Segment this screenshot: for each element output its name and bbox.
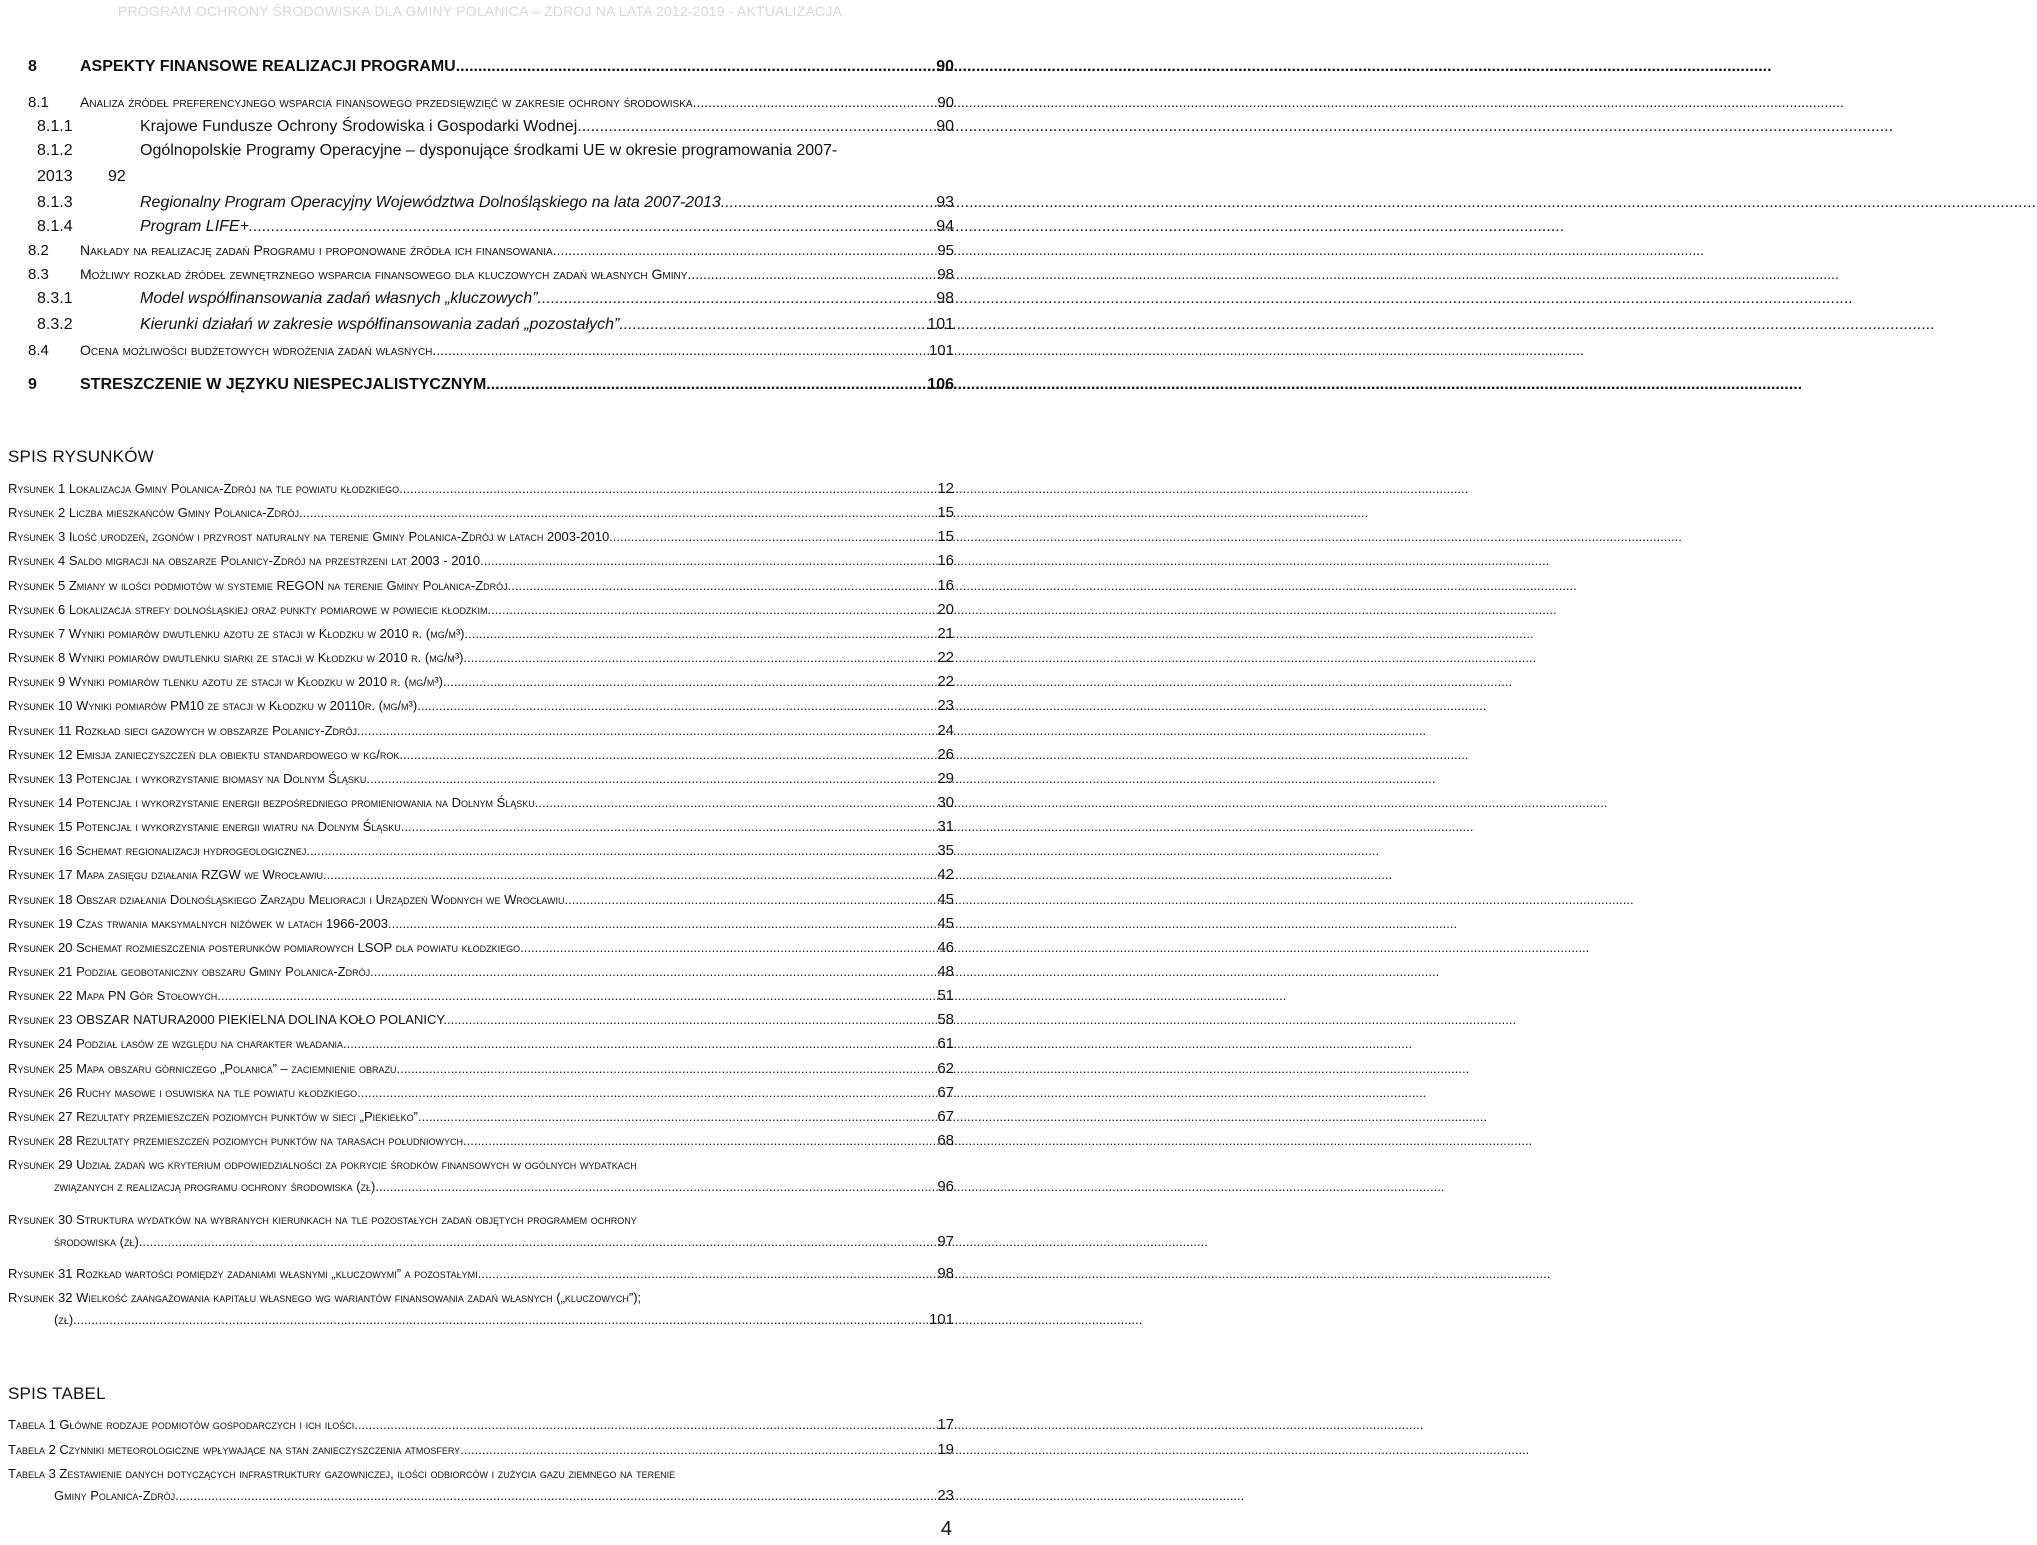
list-item-page: 61 — [937, 1035, 954, 1053]
list-item-title: Rysunek 28 Rezultaty przemieszczeń poziomych punktów na tarasach południowych — [8, 1133, 463, 1149]
dot-leader — [463, 1130, 936, 1152]
list-item[interactable] — [8, 550, 954, 572]
dot-leader — [404, 816, 936, 838]
list-item-title: Rysunek 3 Ilość urodzeń, zgonów i przyrost naturalny na terenie Gminy Polanica-Zdrój w latach 2003-2010. — [8, 529, 613, 545]
list-item[interactable] — [8, 1414, 954, 1436]
dot-leader — [432, 342, 928, 358]
dot-leader — [418, 1106, 936, 1128]
toc-number: 8.1.1 — [37, 118, 73, 135]
list-item-page: 62 — [937, 1059, 954, 1077]
list-item[interactable] — [8, 816, 954, 838]
list-item[interactable] — [8, 647, 954, 669]
tables-heading: SPIS TABEL — [8, 1384, 106, 1403]
list-item[interactable] — [8, 1009, 954, 1031]
toc-title: Kierunki działań w zakresie współfinansowania zadań „pozostałych” — [140, 316, 620, 333]
toc-page: 106 — [927, 376, 954, 393]
toc-title: ASPEKTY FINANSOWE REALIZACJI PROGRAMU — [80, 58, 456, 75]
toc-number: 8.4 — [28, 342, 49, 359]
toc-number: 8.1.4 — [37, 218, 73, 235]
list-item-title: Rysunek 17 Mapa zasięgu działania RZGW we Wrocławiu — [8, 867, 323, 883]
list-item-page: 23 — [937, 697, 954, 715]
list-item-title: Rysunek 27 Rezultaty przemieszczeń poziomych punktów w sieci „Piekiełko” — [8, 1108, 418, 1124]
dot-leader — [447, 1009, 936, 1031]
list-item[interactable] — [8, 1209, 954, 1253]
dot-leader — [460, 1439, 936, 1461]
toc-entry[interactable] — [28, 194, 954, 216]
list-item-title: Rysunek 19 Czas trwania maksymalnych niżówek w latach 1966-2003 — [8, 915, 388, 931]
list-item-page: 23 — [937, 1487, 954, 1504]
toc-number: 8.1 — [28, 94, 49, 111]
dot-leader — [553, 242, 937, 258]
dot-leader — [249, 218, 935, 236]
toc-title-continued: 2013 — [37, 168, 73, 185]
list-item[interactable] — [8, 1106, 954, 1128]
list-item-title: Tabela 3 Zestawienie danych dotyczących infrastruktury gazowniczej, ilości odbiorców i zużycia gazu ziemnego na terenie — [8, 1466, 676, 1481]
list-item-page: 67 — [937, 1083, 954, 1101]
toc-title: Możliwy rozkład źródeł zewnętrznego wsparcia finansowego dla kluczowych zadań własnych Gminy — [80, 266, 688, 282]
list-item-page: 16 — [937, 576, 954, 594]
list-item-page: 12 — [937, 480, 954, 497]
list-item-page: 22 — [937, 649, 954, 667]
dot-leader — [464, 623, 936, 645]
list-item-title: Rysunek 11 Rozkład sieci gazowych w obszarze Polanicy-Zdrój — [8, 722, 358, 738]
dot-leader — [366, 768, 936, 790]
toc-number: 8.3.2 — [37, 316, 73, 333]
list-item-title: Rysunek 6 Lokalizacja strefy dolnośląskiej oraz punkty pomiarowe w powiecie kłodzkim — [8, 601, 488, 617]
toc-entry[interactable] — [28, 118, 954, 140]
dot-leader — [538, 792, 936, 814]
toc-page: 98 — [936, 290, 954, 307]
dot-leader — [400, 1058, 936, 1080]
list-item-title-continued: związanych z realizacją programu ochrony środowiska (zł) — [54, 1179, 376, 1195]
dot-leader — [520, 937, 936, 959]
toc-page: 93 — [936, 194, 954, 211]
list-item-page: 19 — [937, 1440, 954, 1458]
list-item[interactable] — [8, 1082, 954, 1104]
toc-title: Nakłady na realizację zadań Programu i proponowane źródła ich finansowania — [80, 242, 553, 258]
list-item-page: 20 — [937, 600, 954, 618]
list-item[interactable] — [8, 840, 954, 862]
dot-leader — [577, 118, 935, 136]
list-item-title: Rysunek 20 Schemat rozmieszczenia posterunków pomiarowych LSOP dla powiatu kłodzkiego — [8, 939, 521, 955]
list-item[interactable] — [8, 1287, 954, 1331]
list-item-page: 97 — [937, 1232, 954, 1250]
list-item-page: 15 — [937, 504, 954, 522]
toc-number: 8.3 — [28, 266, 49, 283]
dot-leader — [693, 94, 937, 110]
toc-page: 101 — [927, 316, 954, 333]
dot-leader — [613, 526, 937, 548]
dot-leader — [343, 1033, 936, 1055]
list-item-title: Rysunek 2 Liczba mieszkańców Gminy Polanica-Zdrój — [8, 505, 299, 521]
list-item[interactable] — [8, 599, 954, 621]
toc-title: STRESZCZENIE W JĘZYKU NIESPECJALISTYCZNYM — [80, 376, 487, 393]
toc-page: 101 — [928, 342, 954, 359]
list-item-page: 21 — [937, 624, 954, 642]
dot-leader — [508, 575, 937, 597]
toc-title: Krajowe Fundusze Ochrony Środowiska i Gospodarki Wodnej — [140, 118, 578, 135]
list-item-title: Rysunek 8 Wyniki pomiarów dwutlenku siarki ze stacji w Kłodzku w 2010 r. (μg/m³). — [8, 650, 468, 666]
toc-page: 94 — [936, 218, 954, 235]
toc-number: 8.1.3 — [37, 194, 73, 211]
dot-leader — [357, 720, 936, 742]
toc-entry[interactable] — [28, 342, 954, 364]
list-item-page: 16 — [937, 552, 954, 570]
figures-list — [8, 478, 954, 1358]
toc-page: 95 — [937, 242, 954, 259]
list-item-title: Rysunek 7 Wyniki pomiarów dwutlenku azotu ze stacji w Kłodzku w 2010 r. (μg/m³) — [8, 625, 465, 641]
list-item[interactable] — [8, 478, 954, 500]
toc-title: Program LIFE+ — [140, 218, 249, 235]
dot-leader — [456, 58, 935, 76]
toc-title: Ogólnopolskie Programy Operacyjne – dysponujące środkami UE w okresie programowania 2007- — [140, 142, 838, 159]
toc-number: 8.1.2 — [37, 142, 73, 159]
dot-leader — [354, 1414, 936, 1436]
list-item-title: Rysunek 12 Emisja zanieczyszczeń dla obiektu standardowego w kg/rok — [8, 746, 400, 762]
list-item-title: Rysunek 32 Wielkość zaangażowania kapitału własnego wg wariantów finansowania zadań własnych („kluczowych”); — [8, 1289, 642, 1305]
list-item-page: 101 — [928, 1310, 954, 1328]
dot-leader — [721, 194, 935, 212]
dot-leader — [375, 1176, 936, 1198]
list-item[interactable] — [8, 526, 954, 548]
list-item-title: Rysunek 1 Lokalizacja Gminy Polanica-Zdrój na tle powiatu kłodzkiego — [8, 481, 400, 496]
dot-leader — [687, 266, 936, 282]
toc-number: 9 — [28, 376, 37, 393]
list-item-title: Rysunek 18 Obszar działania Dolnośląskiego Zarządu Melioracji i Urządzeń Wodnych we Wrocławiu — [8, 891, 565, 907]
figures-heading: SPIS RYSUNKÓW — [8, 447, 154, 466]
dot-leader — [388, 913, 936, 935]
toc-title: Analiza źródeł preferencyjnego wsparcia finansowego przedsięwzięć w zakresie ochrony środowiska — [80, 94, 693, 110]
list-item-title: Rysunek 14 Potencjał i wykorzystanie energii bezpośredniego promieniowania na Dolnym Śląsku. — [8, 794, 539, 810]
list-item-page: 31 — [937, 818, 954, 836]
list-item[interactable] — [8, 913, 954, 935]
dot-leader — [175, 1485, 936, 1507]
toc-entry[interactable] — [28, 290, 954, 312]
list-item[interactable] — [8, 1463, 954, 1507]
list-item[interactable] — [8, 889, 954, 911]
list-item-page: 45 — [937, 890, 954, 908]
list-item-title: Rysunek 23 OBSZAR NATURA2000 PIEKIELNA DOLINA KOŁO POLANICY. — [8, 1012, 447, 1028]
list-item-title-continued: (zł) — [54, 1311, 74, 1327]
toc-number: 8.2 — [28, 242, 49, 259]
list-item[interactable] — [8, 502, 954, 524]
list-item-page: 51 — [937, 987, 954, 1005]
list-item-page: 17 — [937, 1416, 954, 1433]
list-item[interactable] — [8, 768, 954, 790]
list-item-title: Rysunek 21 Podział geobotaniczny obszaru Gminy Polanica-Zdrój — [8, 964, 371, 979]
list-item-title: Rysunek 16 Schemat regionalizacji hydrogeologicznej. — [8, 843, 310, 859]
list-item-title: Rysunek 10 Wyniki pomiarów PM10 ze stacji w Kłodzku w 20110r. (μg/m³) — [8, 698, 418, 714]
toc-number: 8 — [28, 58, 37, 75]
list-item-page: 15 — [937, 528, 954, 546]
list-item-page: 98 — [937, 1264, 954, 1282]
list-item[interactable] — [8, 744, 954, 766]
list-item-title: Rysunek 4 Saldo migracji na obszarze Polanicy-Zdrój na przestrzeni lat 2003 - 2010 — [8, 553, 481, 569]
toc-entry[interactable] — [28, 316, 954, 338]
list-item-title: Rysunek 29 Udział zadań wg kryterium odpowiedzialności za pokrycie środków finansowych w ogólnych wydatkach — [8, 1157, 637, 1173]
list-item-title: Rysunek 13 Potencjał i wykorzystanie biomasy na Dolnym Śląsku — [8, 770, 367, 786]
dot-leader — [488, 599, 937, 621]
dot-leader — [370, 961, 936, 983]
list-item-title-continued: środowiska (zł) — [54, 1233, 139, 1249]
list-item-title: Rysunek 22 Mapa PN Gór Stołowych — [8, 988, 218, 1004]
dot-leader — [399, 744, 936, 766]
dot-leader — [480, 550, 936, 572]
dot-leader — [357, 1082, 936, 1104]
dot-leader — [323, 864, 936, 886]
list-item-title: Rysunek 31 Rozkład wartości pomiędzy zadaniami własnymi „kluczowymi” a pozostałymi. — [8, 1265, 482, 1281]
toc-entry[interactable] — [28, 242, 954, 264]
dot-leader — [299, 502, 936, 524]
tables-list — [8, 1414, 954, 1524]
toc-page: 90 — [936, 118, 954, 135]
list-item-page: 68 — [937, 1132, 954, 1150]
list-item-page: 35 — [937, 842, 954, 860]
toc-entry[interactable] — [28, 94, 954, 116]
dot-leader — [481, 1263, 936, 1285]
list-item[interactable] — [8, 792, 954, 814]
list-item-page: 67 — [937, 1107, 954, 1125]
list-item[interactable] — [8, 961, 954, 983]
list-item-page: 45 — [937, 914, 954, 932]
list-item[interactable] — [8, 1033, 954, 1055]
dot-leader — [139, 1231, 937, 1253]
page-number: 4 — [940, 1518, 952, 1540]
list-item[interactable] — [8, 1439, 954, 1461]
list-item[interactable] — [8, 1130, 954, 1152]
dot-leader — [467, 647, 936, 669]
list-item-page: 30 — [937, 793, 954, 811]
dot-leader — [486, 376, 926, 394]
list-item-page: 42 — [937, 866, 954, 884]
list-item[interactable] — [8, 937, 954, 959]
dot-leader — [310, 840, 936, 862]
list-item[interactable] — [8, 985, 954, 1007]
list-item-title: Rysunek 30 Struktura wydatków na wybranych kierunkach na tle pozostałych zadań objętych programem ochrony — [8, 1211, 637, 1227]
list-item-title: Rysunek 25 Mapa obszaru górniczego „Polanica” – zaciemnienie obrazu. — [8, 1060, 401, 1076]
table-of-contents — [28, 58, 954, 398]
list-item-page: 26 — [937, 745, 954, 763]
toc-entry[interactable] — [28, 58, 954, 80]
toc-entry[interactable] — [28, 266, 954, 288]
list-item[interactable] — [8, 864, 954, 886]
list-item[interactable] — [8, 671, 954, 693]
dot-leader — [443, 671, 936, 693]
toc-page: 92 — [108, 168, 126, 185]
dot-leader — [73, 1309, 928, 1331]
running-header: PROGRAM OCHRONY ŚRODOWISKA DLA GMINY POLANICA – ZDRÓJ NA LATA 2012-2019 - AKTUALIZACJA — [0, 0, 960, 26]
toc-page: 98 — [937, 266, 954, 283]
list-item[interactable] — [8, 1263, 954, 1285]
list-item[interactable] — [8, 575, 954, 597]
list-item-page: 29 — [937, 769, 954, 787]
list-item[interactable] — [8, 623, 954, 645]
list-item-page: 24 — [937, 721, 954, 739]
list-item[interactable] — [8, 1154, 954, 1198]
dot-leader — [565, 889, 937, 911]
toc-title: Regionalny Program Operacyjny Województwa Dolnośląskiego na lata 2007-2013 — [140, 194, 721, 211]
list-item-page: 46 — [937, 938, 954, 956]
list-item-title: Rysunek 5 Zmiany w ilości podmiotów w systemie REGON na terenie Gminy Polanica-Zdrój — [8, 577, 508, 593]
toc-page: 90 — [936, 58, 954, 75]
toc-page: 90 — [937, 94, 954, 111]
dot-leader — [217, 985, 936, 1007]
dot-leader — [399, 478, 936, 500]
list-item-title: Rysunek 26 Ruchy masowe i osuwiska na tle powiatu kłodzkiego — [8, 1084, 358, 1100]
list-item-page: 48 — [937, 963, 954, 980]
list-item[interactable] — [8, 1058, 954, 1080]
list-item-title: Rysunek 9 Wyniki pomiarów tlenku azotu ze stacji w Kłodzku w 2010 r. (μg/m³) — [8, 674, 443, 690]
list-item-page: 96 — [937, 1178, 954, 1196]
list-item-title: Rysunek 24 Podział lasów ze względu na charakter władania — [8, 1036, 343, 1052]
list-item-page: 22 — [937, 673, 954, 691]
toc-entry-continued[interactable] — [28, 168, 954, 190]
list-item-title: Rysunek 15 Potencjał i wykorzystanie energii wiatru na Dolnym Śląsku. — [8, 819, 405, 835]
list-item[interactable] — [8, 695, 954, 717]
list-item-title-continued: Gminy Polanica-Zdrój — [54, 1488, 176, 1503]
list-item-title: Tabela 2 Czynniki meteorologiczne wpływające na stan zanieczyszczenia atmosfery — [8, 1441, 461, 1457]
toc-entry[interactable] — [28, 376, 954, 398]
dot-leader — [417, 695, 936, 717]
toc-entry[interactable] — [28, 142, 954, 164]
toc-entry[interactable] — [28, 218, 954, 240]
dot-leader — [619, 316, 926, 334]
toc-title: Ocena możliwości budżetowych wdrożenia zadań własnych — [80, 342, 433, 358]
list-item-title: Tabela 1 Główne rodzaje podmiotów gospodarczych i ich ilości — [8, 1417, 355, 1432]
list-item-page: 58 — [937, 1011, 954, 1029]
toc-title: Model współfinansowania zadań własnych „kluczowych” — [140, 290, 538, 307]
list-item[interactable] — [8, 720, 954, 742]
toc-number: 8.3.1 — [37, 290, 73, 307]
dot-leader — [538, 290, 936, 308]
